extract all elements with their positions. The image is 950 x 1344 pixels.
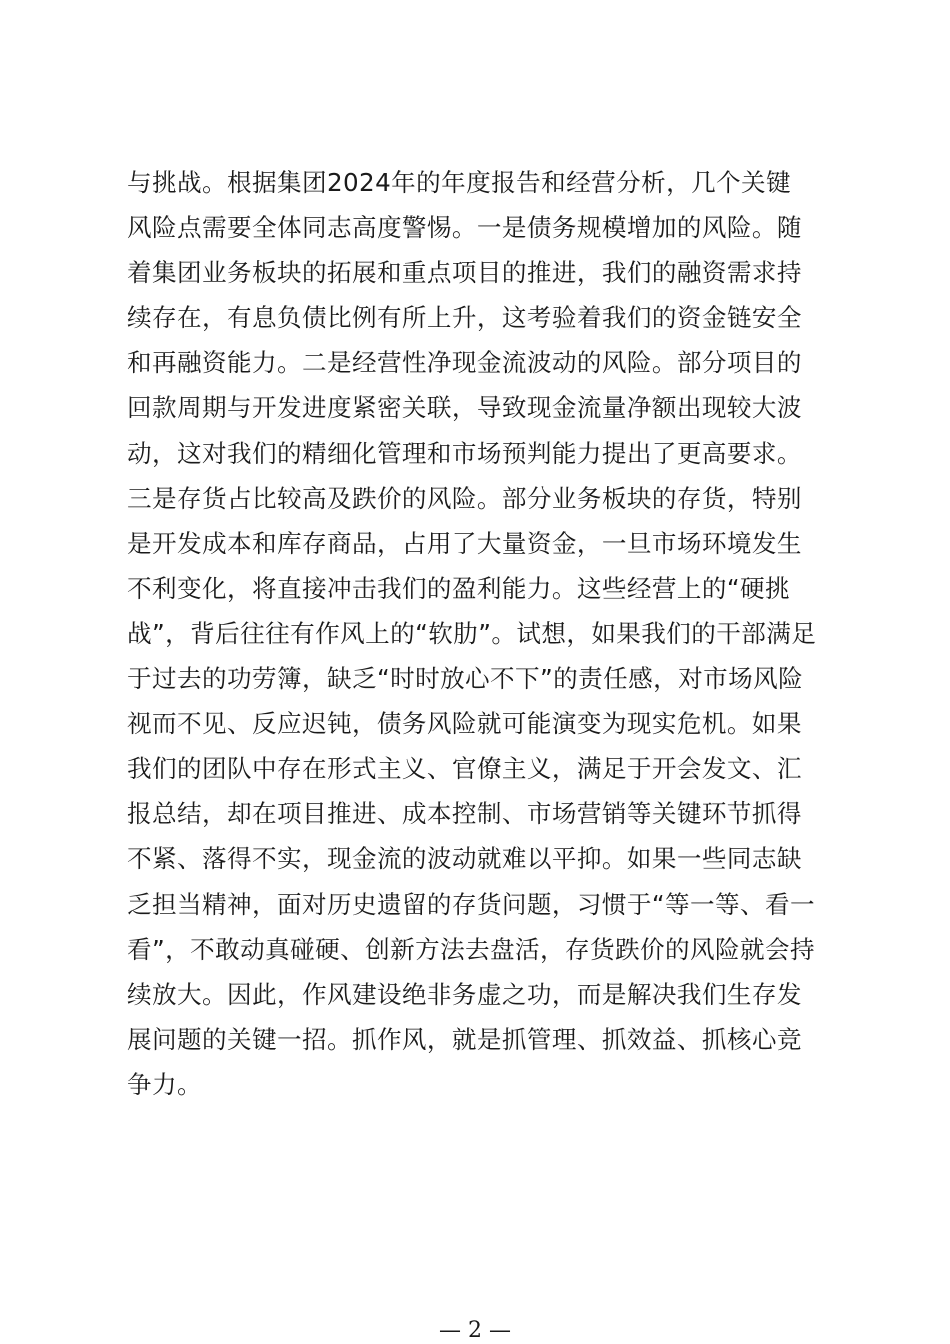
text-line-12: 于过去的功劳簿，缺乏“时时放心不下”的责任感，对市场风险 bbox=[127, 664, 804, 694]
text-line-10: 不利变化，将直接冲击我们的盈利能力。这些经营上的“硬挑 bbox=[127, 573, 790, 603]
text-line-7: 动，这对我们的精细化管理和市场预判能力提出了更高要求。 bbox=[127, 438, 802, 468]
text-line-2: 风险点需要全体同志高度警惕。一是债务规模增加的风险。随 bbox=[127, 213, 802, 243]
text-line-1: 与挑战。根据集团2024年的年度报告和经营分析，几个关键 bbox=[127, 168, 792, 197]
text-line-13: 视而不见、反应迟钝，债务风险就可能演变为现实危机。如果 bbox=[127, 709, 802, 739]
text-line-15: 报总结，却在项目推进、成本控制、市场营销等关键环节抓得 bbox=[127, 799, 802, 829]
text-line-21: 争力。 bbox=[127, 1069, 202, 1099]
body-paragraph bbox=[127, 160, 847, 1107]
text-line-6: 回款周期与开发进度紧密关联，导致现金流量净额出现较大波 bbox=[127, 393, 802, 423]
page-number: — 2 — bbox=[439, 1318, 511, 1343]
text-line-11: 战”，背后往往有作风上的“软肋”。试想，如果我们的干部满足 bbox=[127, 618, 817, 648]
text-line-17: 乏担当精神，面对历史遗留的存货问题，习惯于“等一等、看一 bbox=[127, 889, 815, 919]
text-line-9: 是开发成本和库存商品，占用了大量资金，一旦市场环境发生 bbox=[127, 528, 802, 558]
text-line-8: 三是存货占比较高及跌价的风险。部分业务板块的存货，特别 bbox=[127, 483, 802, 513]
text-line-14: 我们的团队中存在形式主义、官僚主义，满足于开会发文、汇 bbox=[127, 754, 802, 784]
text-line-19: 续放大。因此，作风建设绝非务虚之功，而是解决我们生存发 bbox=[127, 979, 802, 1009]
text-line-5: 和再融资能力。二是经营性净现金流波动的风险。部分项目的 bbox=[127, 348, 802, 378]
text-line-3: 着集团业务板块的拓展和重点项目的推进，我们的融资需求持 bbox=[127, 258, 802, 288]
text-line-4: 续存在，有息负债比例有所上升，这考验着我们的资金链安全 bbox=[127, 303, 802, 333]
text-line-16: 不紧、落得不实，现金流的波动就难以平抑。如果一些同志缺 bbox=[127, 844, 802, 874]
text-line-18: 看”，不敢动真碰硬、创新方法去盘活，存货跌价的风险就会持 bbox=[127, 934, 815, 964]
text-line-20: 展问题的关键一招。抓作风，就是抓管理、抓效益、抓核心竞 bbox=[127, 1024, 802, 1054]
